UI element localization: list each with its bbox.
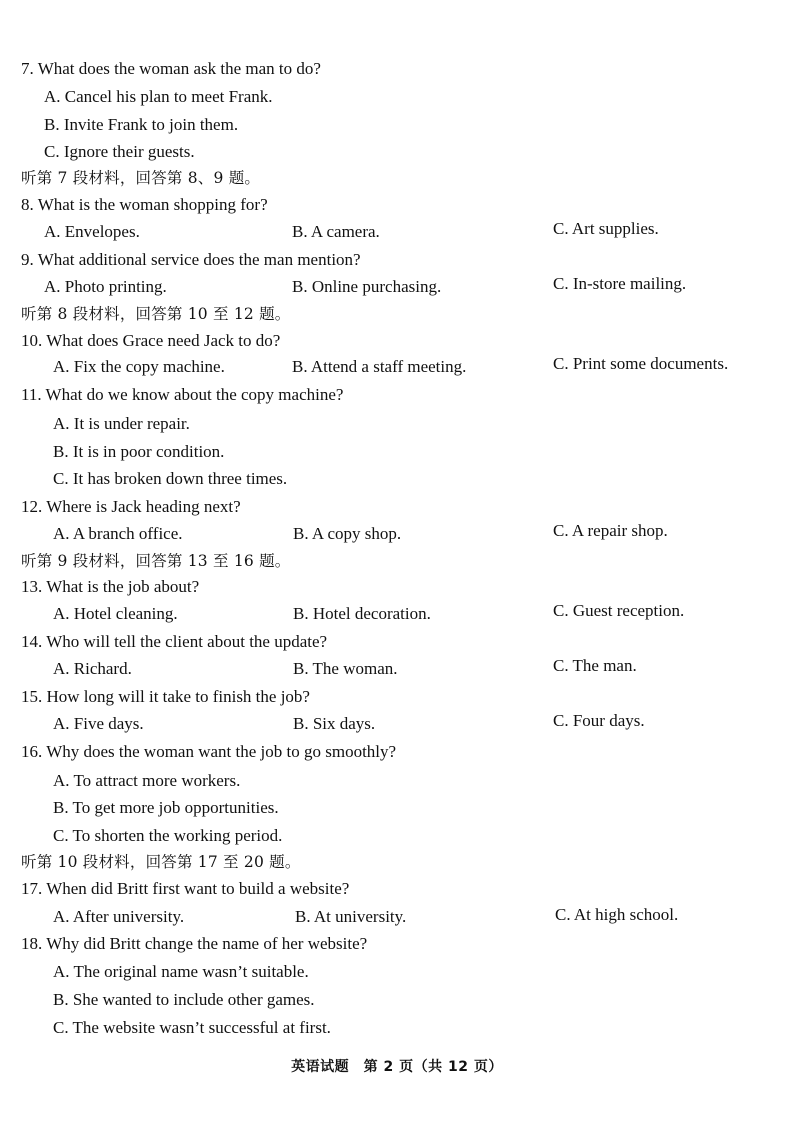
question-15-option-a: A. Five days. [53, 714, 144, 733]
question-9-options [0, 276, 794, 298]
question-13-option-c: C. Guest reception. [553, 601, 685, 620]
question-8-option-c: C. Art supplies. [553, 219, 659, 238]
question-7-option-b: B. Invite Frank to join them. [44, 115, 239, 134]
question-12-option-b: B. A copy shop. [293, 524, 402, 543]
question-15-option-b: B. Six days. [293, 714, 376, 733]
question-8-option-b: B. A camera. [292, 222, 380, 241]
section-10-instruction: 听第 10 段材料，回答第 17 至 20 题。 [21, 853, 301, 871]
question-12-options [0, 523, 794, 545]
question-17-option-a: A. After university. [53, 907, 185, 926]
question-10-option-a: A. Fix the copy machine. [53, 357, 225, 376]
question-8-stem: 8. What is the woman shopping for? [21, 195, 268, 214]
question-10-options [0, 356, 794, 378]
question-9-option-c: C. In-store mailing. [553, 274, 687, 293]
question-10-stem: 10. What does Grace need Jack to do? [21, 331, 281, 350]
question-11-option-b: B. It is in poor condition. [53, 442, 225, 461]
section-7-instruction: 听第 7 段材料，回答第 8、9 题。 [21, 169, 261, 187]
section-9-instruction: 听第 9 段材料，回答第 13 至 16 题。 [21, 552, 291, 570]
question-14-options [0, 658, 794, 680]
question-7-option-c: C. Ignore their guests. [44, 142, 195, 161]
question-7-option-a: A. Cancel his plan to meet Frank. [44, 87, 273, 106]
question-17-option-c: C. At high school. [555, 905, 679, 924]
question-7-stem: 7. What does the woman ask the man to do? [21, 59, 321, 78]
question-12-stem: 12. Where is Jack heading next? [21, 497, 241, 516]
question-15-option-c: C. Four days. [553, 711, 645, 730]
question-9-stem: 9. What additional service does the man mention? [21, 250, 361, 269]
question-17-option-b: B. At university. [295, 907, 407, 926]
question-11-option-a: A. It is under repair. [53, 414, 190, 433]
question-13-options [0, 603, 794, 625]
question-17-stem: 17. When did Britt first want to build a website? [21, 879, 350, 898]
question-15-stem: 15. How long will it take to finish the job? [21, 687, 310, 706]
section-8-instruction: 听第 8 段材料，回答第 10 至 12 题。 [21, 305, 291, 323]
question-11-option-c: C. It has broken down three times. [53, 469, 288, 488]
question-13-option-a: A. Hotel cleaning. [53, 604, 178, 623]
question-16-option-b: B. To get more job opportunities. [53, 798, 279, 817]
question-14-option-a: A. Richard. [53, 659, 132, 678]
question-14-stem: 14. Who will tell the client about the update? [21, 632, 328, 651]
question-12-option-c: C. A repair shop. [553, 521, 668, 540]
question-10-option-c: C. Print some documents. [553, 354, 729, 373]
page-footer: 英语试题 第 2 页（共 12 页） [291, 1059, 503, 1075]
question-9-option-b: B. Online purchasing. [292, 277, 442, 296]
question-18-option-a: A. The original name wasn’t suitable. [53, 962, 309, 981]
question-12-option-a: A. A branch office. [53, 524, 183, 543]
question-8-options [0, 221, 794, 243]
question-18-option-c: C. The website wasn’t successful at first. [53, 1018, 331, 1037]
question-14-option-b: B. The woman. [293, 659, 398, 678]
question-13-stem: 13. What is the job about? [21, 577, 200, 596]
question-16-stem: 16. Why does the woman want the job to go smoothly? [21, 742, 397, 761]
question-14-option-c: C. The man. [553, 656, 637, 675]
question-15-options [0, 713, 794, 735]
question-10-option-b: B. Attend a staff meeting. [292, 357, 467, 376]
question-8-option-a: A. Envelopes. [44, 222, 140, 241]
question-13-option-b: B. Hotel decoration. [293, 604, 431, 623]
question-11-stem: 11. What do we know about the copy machine? [21, 385, 344, 404]
question-18-option-b: B. She wanted to include other games. [53, 990, 315, 1009]
question-16-option-a: A. To attract more workers. [53, 771, 241, 790]
question-17-options [0, 906, 794, 928]
question-18-stem: 18. Why did Britt change the name of her website? [21, 934, 368, 953]
question-16-option-c: C. To shorten the working period. [53, 826, 283, 845]
question-9-option-a: A. Photo printing. [44, 277, 167, 296]
